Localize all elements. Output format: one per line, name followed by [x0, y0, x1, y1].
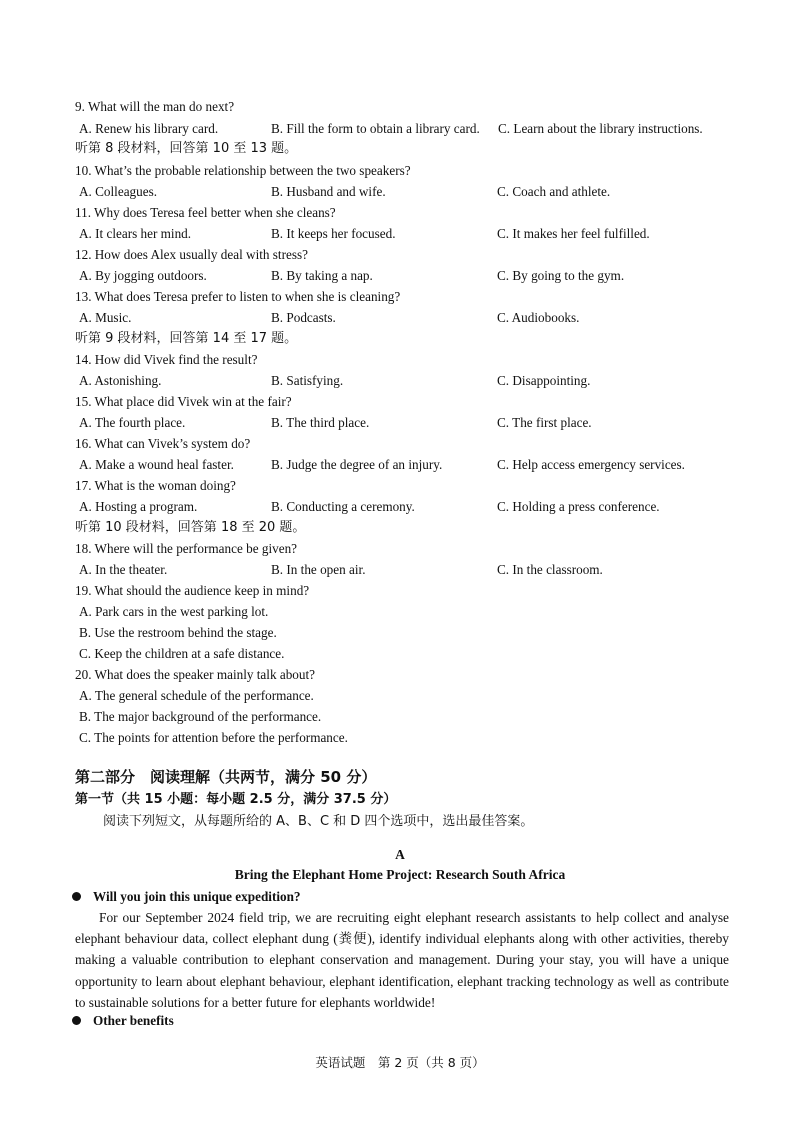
question-17-options	[79, 498, 779, 516]
question-10-stem: 10. What’s the probable relationship between the two speakers?	[75, 163, 411, 178]
question-19-option-a: A. Park cars in the west parking lot.	[79, 604, 269, 619]
bullet-heading-text: Will you join this unique expedition?	[93, 889, 301, 904]
question-17-option-b: B. Conducting a ceremony.	[271, 499, 415, 514]
question-10-options	[79, 183, 779, 201]
question-11-option-c: C. It makes her feel fulfilled.	[497, 226, 650, 241]
question-14-option-a: A. Astonishing.	[79, 373, 162, 388]
passage-paragraph-1: For our September 2024 field trip, we are recruiting eight elephant research assistants to help collect and analyse elephant behaviour data, collect elephant dung (粪便), identify individual elephants along with other activities, thereby making a valuable contribution to elephant conservation and management. During your stay, you will have a unique opportunity to learn about elephant behaviour, elephant identification, elephant tracking technology as well as contribute to sustainable solutions for a better future for elephants worldwide!	[75, 910, 729, 1010]
question-13-option-b: B. Podcasts.	[271, 310, 336, 325]
question-17-option-c: C. Holding a press conference.	[497, 499, 660, 514]
question-18-option-b: B. In the open air.	[271, 562, 366, 577]
question-12-option-c: C. By going to the gym.	[497, 268, 625, 283]
question-16-option-c: C. Help access emergency services.	[497, 457, 685, 472]
question-14-option-b: B. Satisfying.	[271, 373, 344, 388]
question-13-option-c: C. Audiobooks.	[497, 310, 580, 325]
question-13-stem: 13. What does Teresa prefer to listen to when she is cleaning?	[75, 289, 401, 304]
bullet-heading-benefits	[72, 1012, 174, 1030]
question-12-option-b: B. By taking a nap.	[271, 268, 373, 283]
question-18-stem: 18. Where will the performance be given?	[75, 541, 298, 556]
question-10-option-c: C. Coach and athlete.	[497, 184, 611, 199]
question-9-option-a: A. Renew his library card.	[79, 121, 219, 136]
question-12-option-a: A. By jogging outdoors.	[79, 268, 207, 283]
question-13-option-a: A. Music.	[79, 310, 132, 325]
question-11-options	[79, 225, 779, 243]
question-19-option-b: B. Use the restroom behind the stage.	[79, 625, 277, 640]
question-20-stem: 20. What does the speaker mainly talk about?	[75, 667, 315, 682]
passage-title: Bring the Elephant Home Project: Research South Africa	[234, 867, 566, 882]
reading-instruction: 阅读下列短文，从每题所给的 A、B、C 和 D 四个选项中，选出最佳答案。	[103, 814, 534, 829]
question-16-option-a: A. Make a wound heal faster.	[79, 457, 234, 472]
question-19-option-c: C. Keep the children at a safe distance.	[79, 646, 285, 661]
question-17-stem: 17. What is the woman doing?	[75, 478, 236, 493]
question-13-options	[79, 309, 779, 327]
question-10-option-a: A. Colleagues.	[79, 184, 158, 199]
question-14-options	[79, 372, 779, 390]
bullet-heading-text: Other benefits	[93, 1013, 174, 1028]
part-2-title: 第二部分 阅读理解（共两节，满分 50 分）	[75, 768, 377, 786]
question-18-option-c: C. In the classroom.	[497, 562, 603, 577]
passage-letter: A	[395, 847, 405, 862]
section-1-title: 第一节（共 15 小题：每小题 2.5 分，满分 37.5 分）	[75, 792, 397, 807]
question-15-option-a: A. The fourth place.	[79, 415, 186, 430]
bullet-dot-icon	[72, 1016, 81, 1025]
question-12-stem: 12. How does Alex usually deal with stress?	[75, 247, 308, 262]
question-9-stem: 9. What will the man do next?	[75, 99, 235, 114]
question-18-option-a: A. In the theater.	[79, 562, 168, 577]
question-20-option-b: B. The major background of the performance.	[79, 709, 322, 724]
question-15-option-c: C. The first place.	[497, 415, 592, 430]
question-14-option-c: C. Disappointing.	[497, 373, 591, 388]
question-10-option-b: B. Husband and wife.	[271, 184, 386, 199]
question-16-stem: 16. What can Vivek’s system do?	[75, 436, 251, 451]
question-15-stem: 15. What place did Vivek win at the fair?	[75, 394, 292, 409]
page-footer: 英语试题 第 2 页（共 8 页）	[315, 1055, 485, 1070]
question-12-options	[79, 267, 779, 285]
question-9-option-b: B. Fill the form to obtain a library card.	[271, 121, 480, 136]
bullet-heading-expedition	[72, 888, 301, 906]
question-14-stem: 14. How did Vivek find the result?	[75, 352, 258, 367]
section-header-10: 听第 10 段材料，回答第 18 至 20 题。	[75, 520, 306, 535]
question-18-options	[79, 561, 779, 579]
question-20-option-c: C. The points for attention before the performance.	[79, 730, 348, 745]
section-header-8: 听第 8 段材料，回答第 10 至 13 题。	[75, 141, 298, 156]
section-header-9: 听第 9 段材料，回答第 14 至 17 题。	[75, 331, 298, 346]
question-9-option-c: C. Learn about the library instructions.	[498, 121, 703, 136]
bullet-dot-icon	[72, 892, 81, 901]
question-15-option-b: B. The third place.	[271, 415, 370, 430]
question-11-stem: 11. Why does Teresa feel better when she cleans?	[75, 205, 336, 220]
question-20-option-a: A. The general schedule of the performance.	[79, 688, 314, 703]
question-16-options	[79, 456, 779, 474]
question-19-stem: 19. What should the audience keep in mind?	[75, 583, 310, 598]
question-11-option-a: A. It clears her mind.	[79, 226, 192, 241]
question-15-options	[79, 414, 779, 432]
question-9-options	[79, 120, 779, 138]
question-16-option-b: B. Judge the degree of an injury.	[271, 457, 443, 472]
question-17-option-a: A. Hosting a program.	[79, 499, 198, 514]
question-11-option-b: B. It keeps her focused.	[271, 226, 396, 241]
